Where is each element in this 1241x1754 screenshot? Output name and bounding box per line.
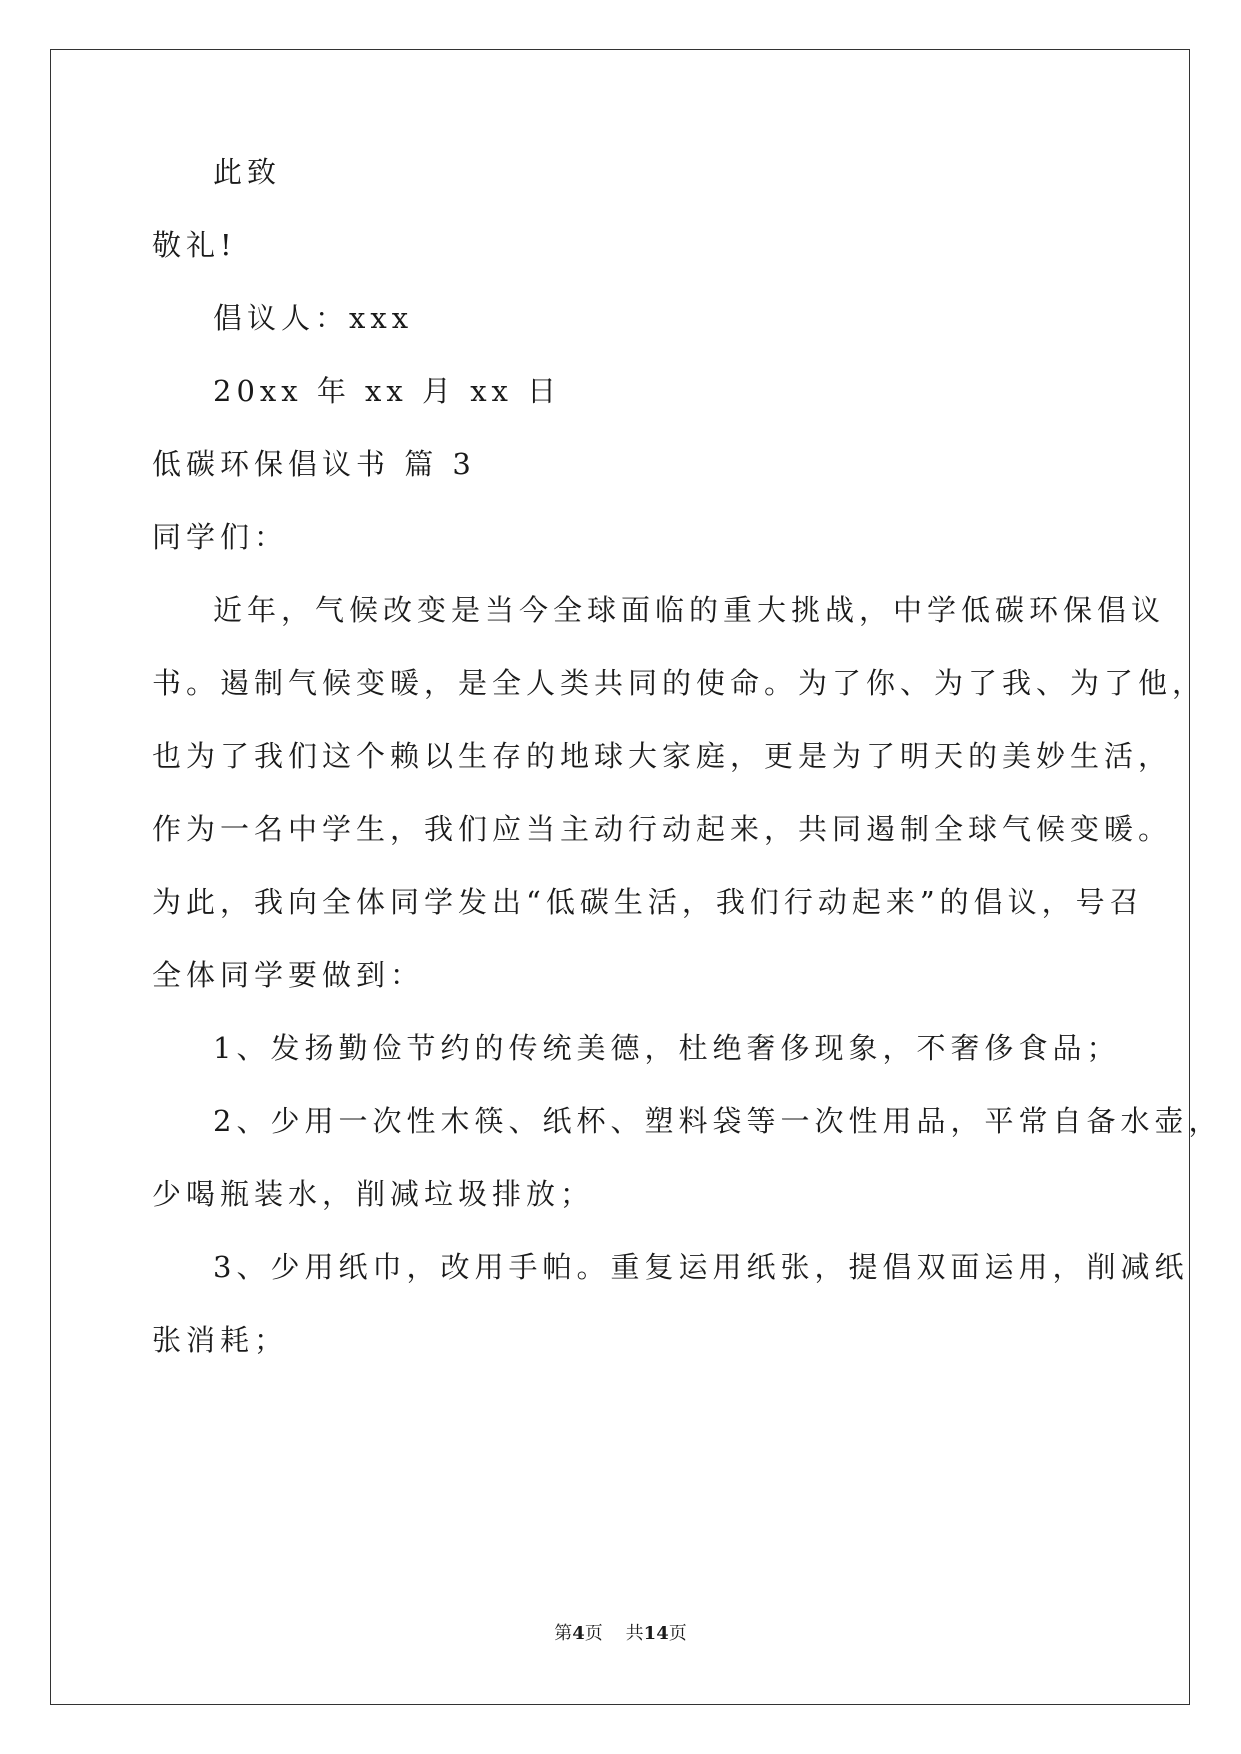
total-suffix: 页 [668,1623,687,1644]
closing-salutation: 此致 [213,155,282,189]
list-item-2-continued: 少喝瓶装水，削减垃圾排放； [152,1177,595,1211]
page-footer [0,1622,1241,1646]
list-item-1: 1、发扬勤俭节约的传统美德，杜绝奢侈现象，不奢侈食品； [213,1031,1121,1065]
list-item-2: 2、少用一次性木筷、纸杯、塑料袋等一次性用品，平常自备水壶， [213,1104,1223,1138]
closing-regards: 敬礼! [152,228,237,262]
page-number: 4 [572,1623,585,1644]
body-line: 近年，气候改变是当今全球面临的重大挑战，中学低碳环保倡议 [213,593,1166,627]
signature-date: 20xx 年 xx 月 xx 日 [213,374,562,408]
list-item-3: 3、少用纸巾，改用手帕。重复运用纸张，提倡双面运用，削减纸 [213,1250,1189,1284]
body-line: 为此，我向全体同学发出“低碳生活，我们行动起来”的倡议，号召 [152,885,1144,919]
total-pages: 14 [643,1623,669,1644]
greeting: 同学们： [152,520,289,554]
section-heading: 低碳环保倡议书 篇 3 [152,447,476,481]
body-line: 书。遏制气候变暖，是全人类共同的使命。为了你、为了我、为了他， [152,666,1207,700]
body-line: 作为一名中学生，我们应当主动行动起来，共同遏制全球气候变暖。 [152,812,1173,846]
page-suffix: 页 [584,1623,603,1644]
body-line: 也为了我们这个赖以生存的地球大家庭，更是为了明天的美妙生活， [152,739,1173,773]
total-prefix: 共 [625,1623,644,1644]
proposer-signature: 倡议人：xxx [213,301,414,335]
body-line: 全体同学要做到： [152,958,425,992]
list-item-3-continued: 张消耗； [152,1323,289,1357]
page-prefix: 第 [554,1623,573,1644]
